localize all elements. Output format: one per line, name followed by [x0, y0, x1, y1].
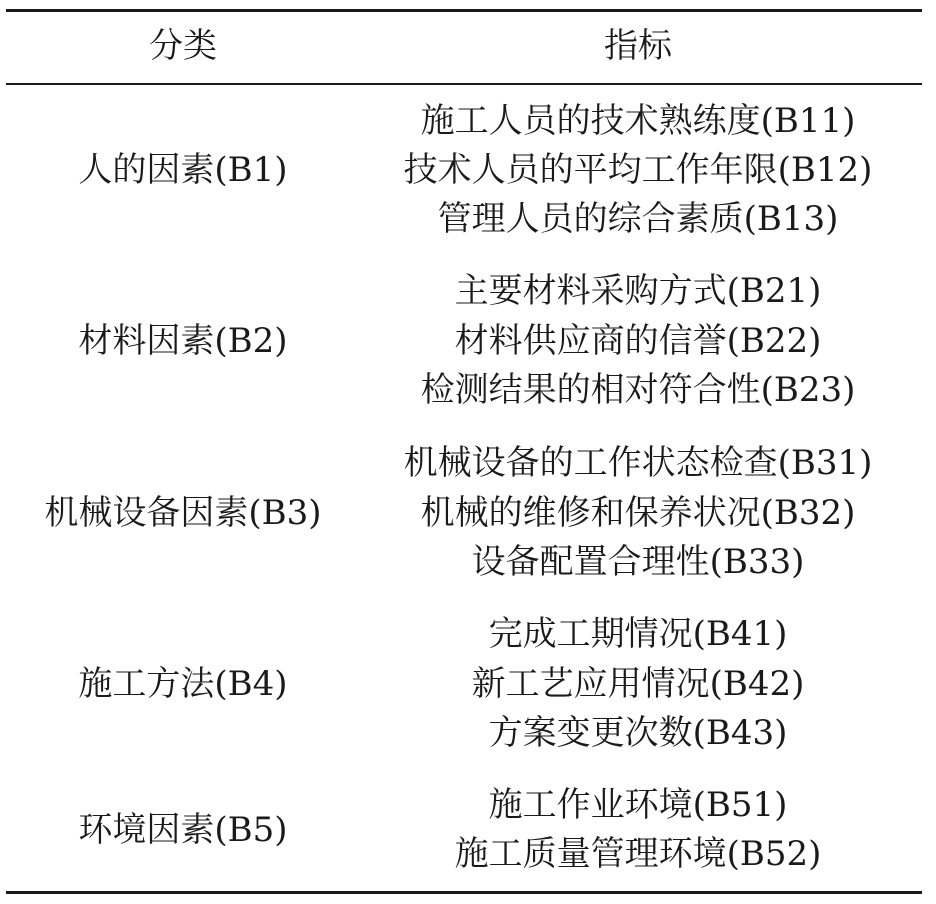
table-top-rule — [6, 9, 922, 12]
category-cell: 机械设备因素(B3) — [44, 493, 322, 533]
header-category: 分类 — [149, 26, 217, 66]
indicator-cell: 方案变更次数(B43) — [488, 713, 788, 753]
indicator-cell: 设备配置合理性(B33) — [471, 542, 805, 582]
indicator-cell: 检测结果的相对符合性(B23) — [420, 370, 856, 410]
indicator-cell: 机械的维修和保养状况(B32) — [420, 493, 856, 533]
indicator-cell: 技术人员的平均工作年限(B12) — [403, 150, 873, 190]
indicator-cell: 施工人员的技术熟练度(B11) — [420, 101, 856, 141]
category-cell: 人的因素(B1) — [78, 150, 288, 190]
indicator-cell: 完成工期情况(B41) — [488, 614, 788, 654]
indicator-cell: 新工艺应用情况(B42) — [471, 664, 805, 704]
category-cell: 材料因素(B2) — [78, 321, 288, 361]
indicator-cell: 施工作业环境(B51) — [488, 785, 788, 825]
indicator-cell: 主要材料采购方式(B21) — [454, 271, 822, 311]
table-bottom-rule — [6, 891, 922, 894]
indicator-cell: 施工质量管理环境(B52) — [454, 834, 822, 874]
category-cell: 环境因素(B5) — [78, 810, 288, 850]
indicator-cell: 管理人员的综合素质(B13) — [437, 199, 839, 239]
category-cell: 施工方法(B4) — [78, 664, 288, 704]
indicator-cell: 机械设备的工作状态检查(B31) — [403, 443, 873, 483]
indicator-cell: 材料供应商的信誉(B22) — [454, 321, 822, 361]
header-indicator: 指标 — [604, 26, 672, 66]
table-header-rule — [6, 83, 922, 85]
